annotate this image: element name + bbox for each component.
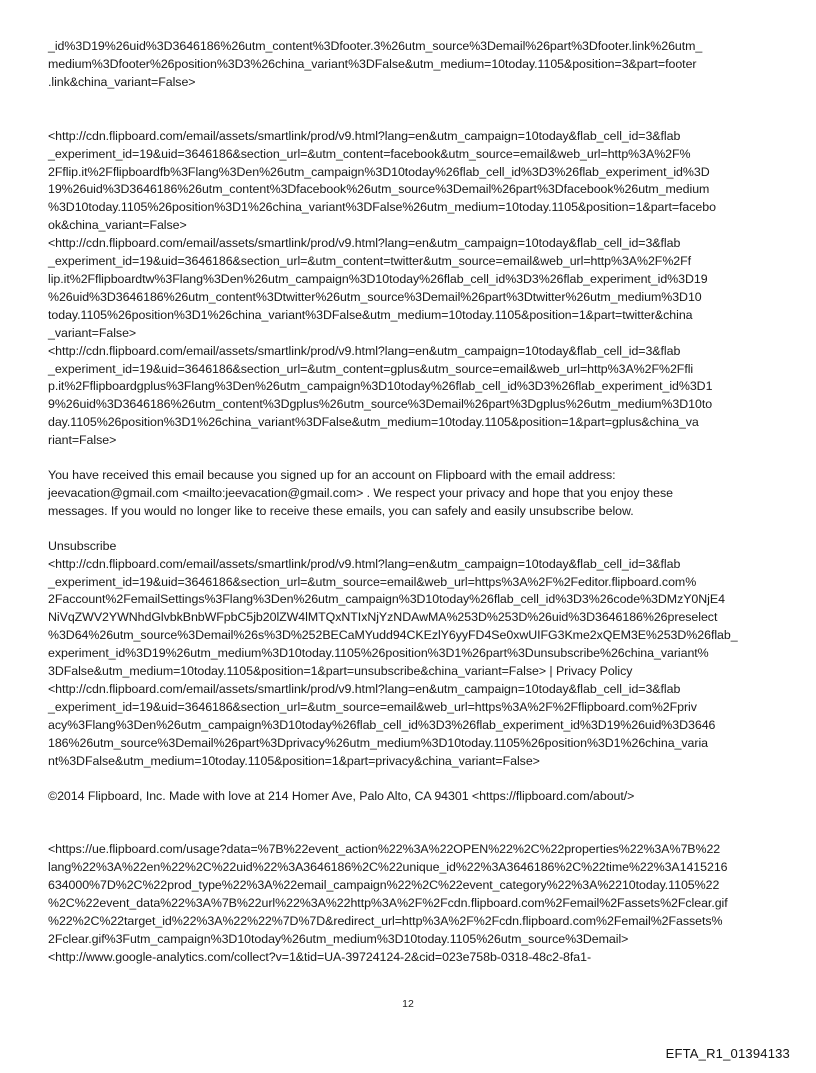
spacer — [48, 521, 778, 538]
social-links-block: <http://cdn.flipboard.com/email/assets/smartlink/prod/v9.html?lang=en&utm_campaign=10today&flab_cell_id=3&flab _experiment_id=19&uid=3646186&section_url=&utm_content=facebook&utm_source=email&web_url=http%3A%2F% 2Fflip.it%2Fflipboardfb%3Flang%3Den%26utm_campaign%3D10today%26flab_cell_id%3D3%26flab_experiment_id%3D 19%26uid%3D3646186%26utm_content%3Dfacebook%26utm_source%3Demail%26part%3Dfacebook%26utm_medium %3D10today.1105%26position%3D1%26china_variant%3DFalse%26utm_medium=10today.1105&position=1&part=facebo ok&china_variant=False> <http://cdn.flipboard.com/email/assets/smartlink/prod/v9.html?lang=en&utm_campaign=10today&flab_cell_id=3&flab _experiment_id=19&uid=3646186&section_url=&utm_content=twitter&utm_source=email&web_url=http%3A%2F%2Ff lip.it%2Fflipboardtw%3Flang%3Den%26utm_campaign%3D10today%26flab_cell_id%3D3%26flab_experiment_id%3D19 %26uid%3D3646186%26utm_content%3Dtwitter%26utm_source%3Demail%26part%3Dtwitter%26utm_medium%3D10 today.1105%26position%3D1%26china_variant%3DFalse&utm_medium=10today.1105&position=1&part=twitter&china _variant=False> <http://cdn.flipboard.com/email/assets/smartlink/prod/v9.html?lang=en&utm_campaign=10today&flab_cell_id=3&flab _experiment_id=19&uid=3646186&section_url=&utm_content=gplus&utm_source=email&web_url=http%3A%2F%2Ffli p.it%2Fflipboardgplus%3Flang%3Den%26utm_campaign%3D10today%26flab_cell_id%3D3%26flab_experiment_id%3D1 9%26uid%3D3646186%26utm_content%3Dgplus%26utm_source%3Demail%26part%3Dgplus%26utm_medium%3D10to day.1105%26position%3D1%26china_variant%3DFalse&utm_medium=10today.1105&position=1&part=gplus&china_va riant=False> — [48, 128, 716, 448]
email-notice-paragraph: You have received this email because you signed up for an account on Flipboard with the email address: jeevacation@gmail.com <mailto:jeevacation@gmail.com> . We respect your privacy and hope that you enjoy these messages. If you would no longer like to receive these emails, you can safely and easily unsubscribe below. — [48, 468, 673, 518]
unsubscribe-privacy-block: Unsubscribe <http://cdn.flipboard.com/email/assets/smartlink/prod/v9.html?lang=en&utm_campaign=10today&flab_cell_id=3&flab _experiment_id=19&uid=3646186&section_url=&utm_source=email&web_url=https%3A%2F%2Feditor.flipboard.com% 2Faccount%2FemailSettings%3Flang%3Den%26utm_campaign%3D10today%26flab_cell_id%3D3%26code%3DMzY0NjE4 NiVqZWV2YWNhdGlvbkBnbWFpbC5jb20lZW4lMTQxNTIxNjYzNDAwMA%253D%253D%26uid%3D3646186%26preselect %3D64%26utm_source%3Demail%26s%3D%252BECaMYudd94CKEzlY6yyFD4Se0xwUIFG3Kme2xQEM3E%253D%26flab_ experiment_id%3D19%26utm_medium%3D10today.1105%26position%3D1%26part%3Dunsubscribe%26china_variant% 3DFalse&utm_medium=10today.1105&position=1&part=unsubscribe&china_variant=False> | Privacy Policy <http://cdn.flipboard.com/email/assets/smartlink/prod/v9.html?lang=en&utm_campaign=10today&flab_cell_id=3&flab _experiment_id=19&uid=3646186&section_url=&utm_source=email&web_url=https%3A%2F%2Fflipboard.com%2Fpriv acy%3Flang%3Den%26utm_campaign%3D10today%26flab_cell_id%3D3%26flab_experiment_id%3D19%26uid%3D3646 186%26utm_source%3Demail%26part%3Dprivacy%26utm_medium%3D10today.1105%26position%3D1%26china_varia nt%3DFalse&utm_medium=10today.1105&position=1&part=privacy&china_variant=False> — [48, 538, 738, 768]
spacer — [48, 805, 778, 841]
spacer — [48, 771, 778, 788]
spacer — [48, 450, 778, 467]
page-number: 12 — [402, 998, 414, 1010]
copyright-line: ©2014 Flipboard, Inc. Made with love at 214 Homer Ave, Palo Alto, CA 94301 <https://flipboard.com/about/> — [48, 788, 635, 803]
spacer — [48, 92, 778, 128]
footer-link-continuation: _id%3D19%26uid%3D3646186%26utm_content%3Dfooter.3%26utm_source%3Demail%26part%3Dfooter.link%26utm_ medium%3Dfooter%26position%3D3%26china_variant%3DFalse&utm_medium=10today.1105&position=3&part=footer .link&china_variant=False> — [48, 39, 703, 89]
document-body — [48, 38, 778, 967]
tracking-links-block: <https://ue.flipboard.com/usage?data=%7B%22event_action%22%3A%22OPEN%22%2C%22properties%22%3A%7B%22 lang%22%3A%22en%22%2C%22uid%22%3A3646186%2C%22unique_id%22%3A3646186%2C%22time%22%3A1415216 634000%7D%2C%22prod_type%22%3A%22email_campaign%22%2C%22event_category%22%3A%2210today.1105%22 %2C%22event_data%22%3A%7B%22url%22%3A%22http%3A%2F%2Fcdn.flipboard.com%2Femail%2Fassets%2Fclear.gif %22%2C%22target_id%22%3A%22%22%7D%7D&redirect_url=http%3A%2F%2Fcdn.flipboard.com%2Femail%2Fassets% 2Fclear.gif%3Futm_campaign%3D10today%26utm_medium%3D10today.1105%26utm_source%3Demail> <http://www.google-analytics.com/collect?v=1&tid=UA-39724124-2&cid=023e758b-0318-48c2-8fa1- — [48, 842, 728, 964]
bates-number: EFTA_R1_01394133 — [665, 1046, 790, 1061]
